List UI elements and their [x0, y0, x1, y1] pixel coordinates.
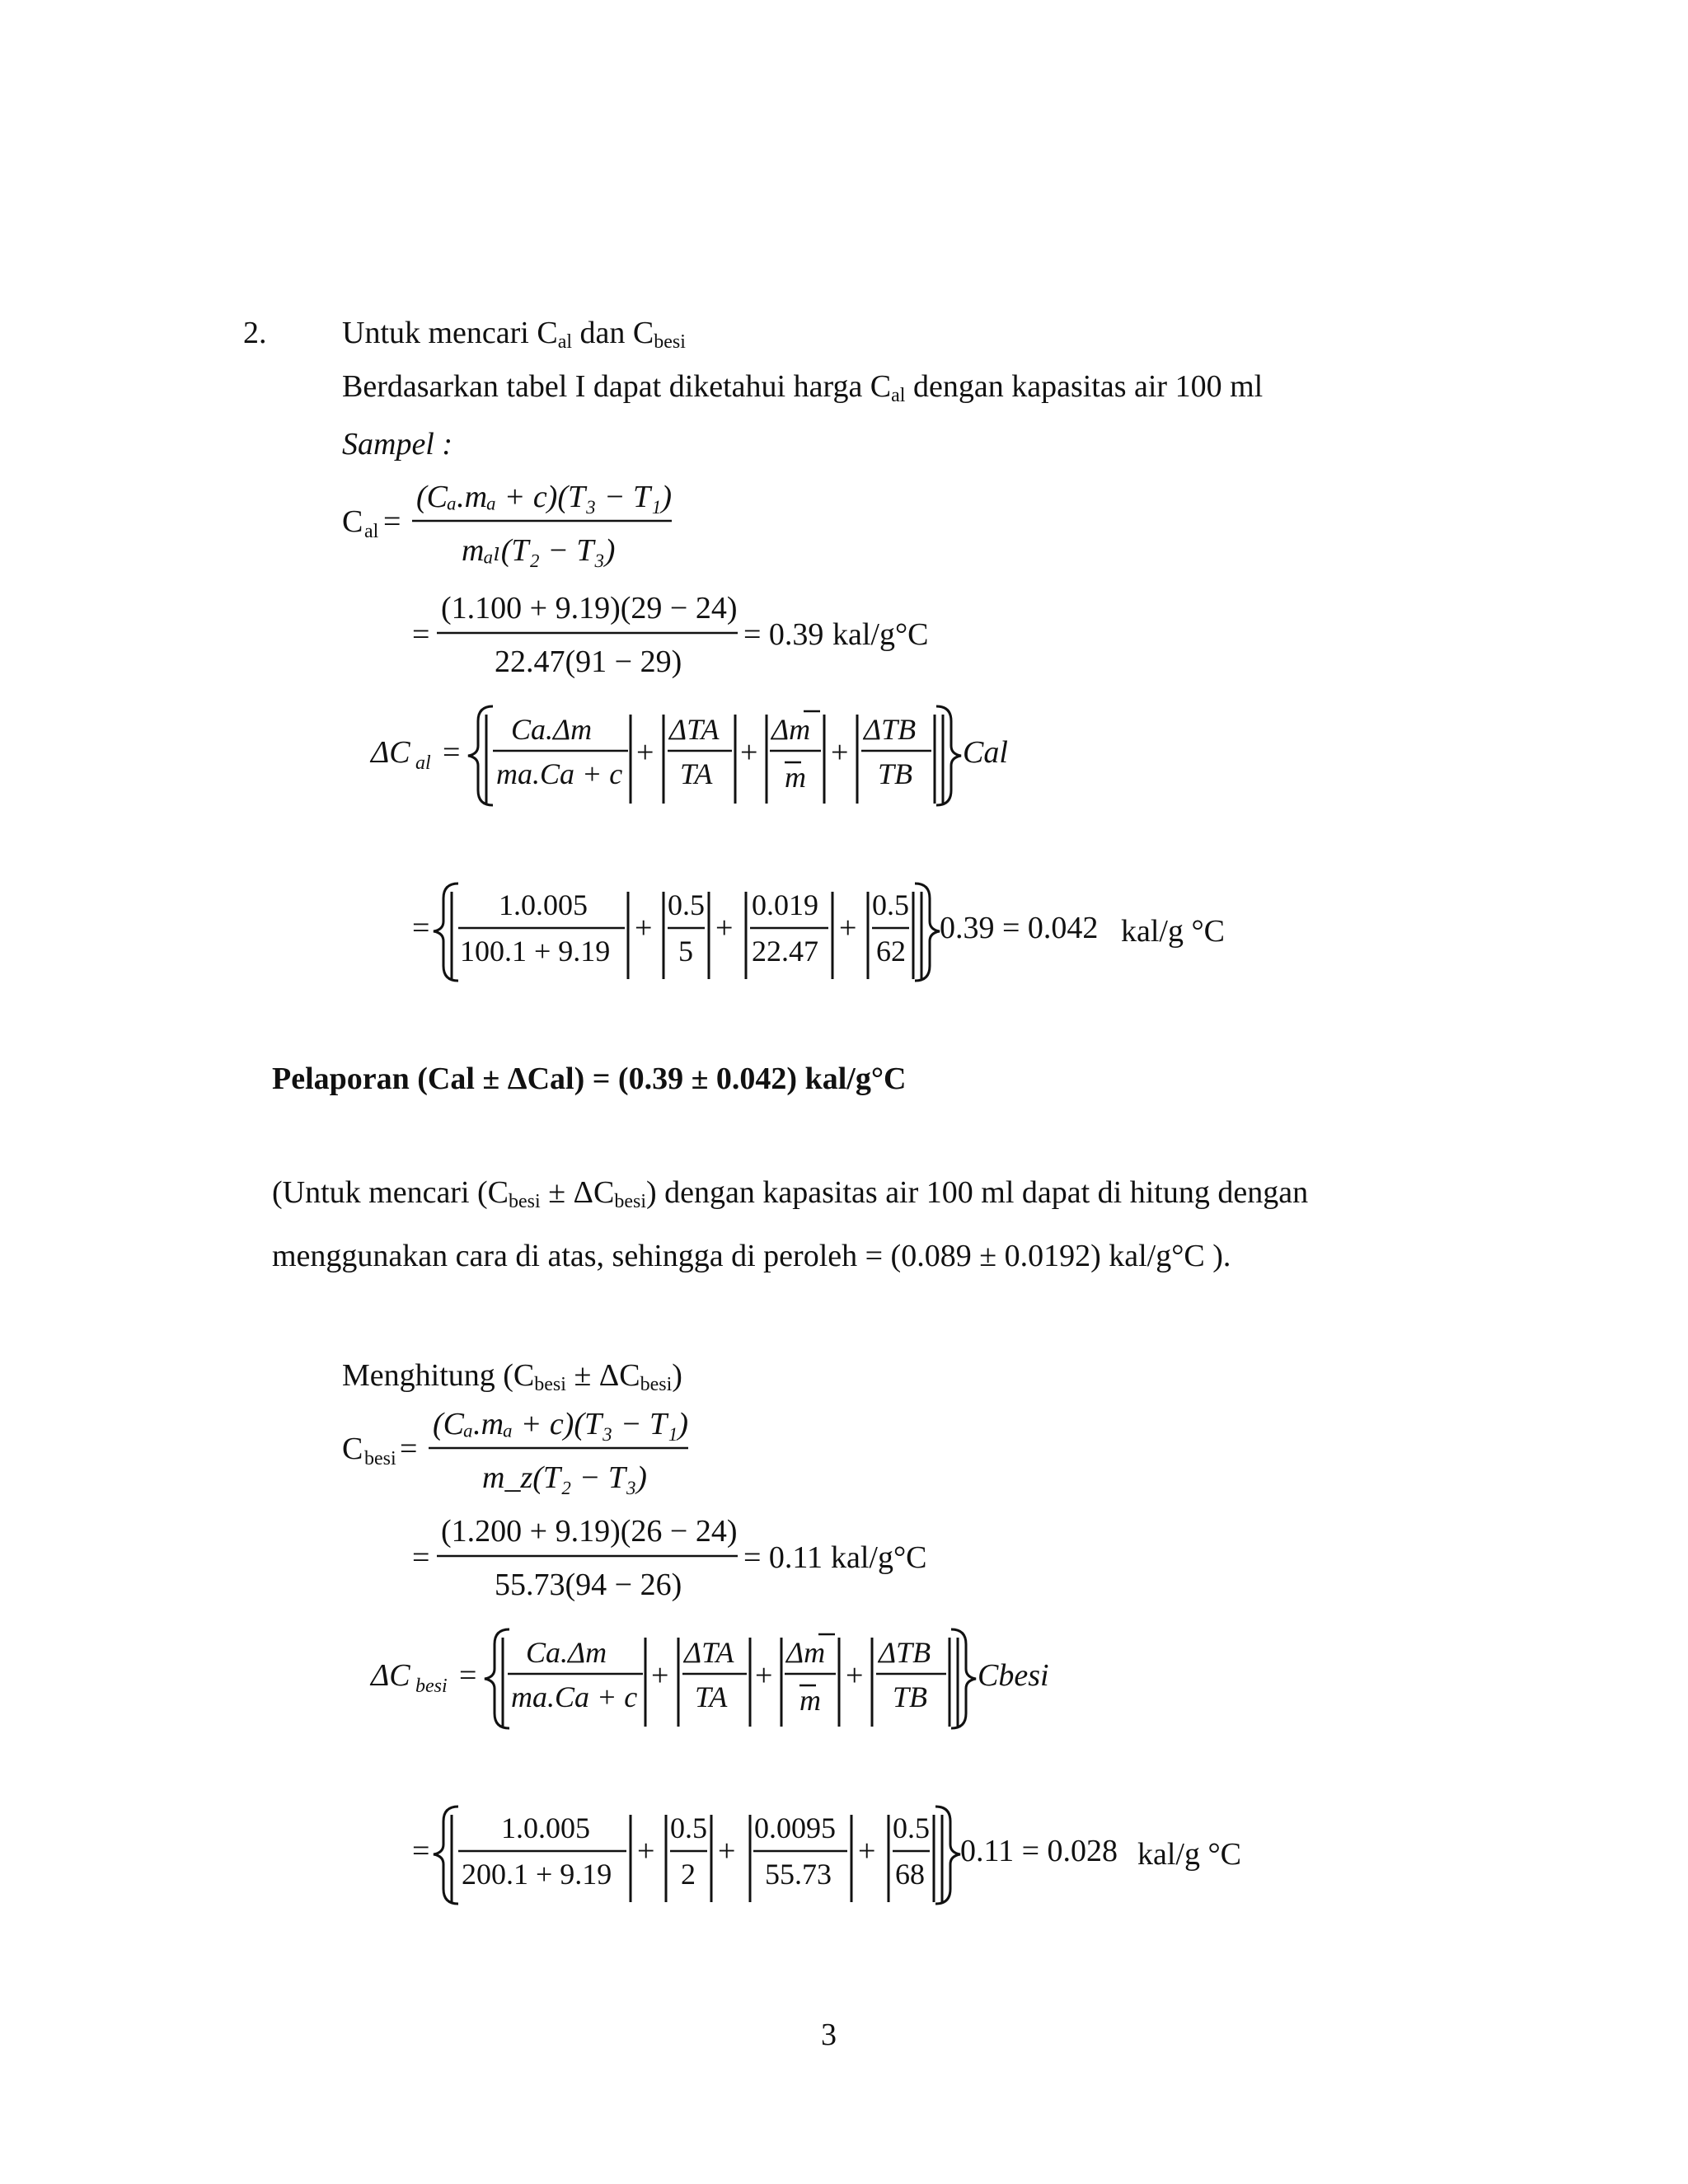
- dbesi-eq: =: [459, 1658, 477, 1693]
- dbesi-t3-num: Δm: [786, 1636, 826, 1669]
- cal-lhs-sub: al: [364, 521, 379, 542]
- cbesi-lhs-sub: besi: [364, 1448, 396, 1469]
- cbesi-denominator: m_z(T₂ − T₃): [482, 1460, 647, 1495]
- svg-text:=: =: [412, 1834, 430, 1868]
- svg-text:+: +: [858, 1834, 876, 1868]
- dbesi-t2-den: TA: [695, 1680, 728, 1713]
- cbesi-numerator: (Cₐ.mₐ + c)(T₃ − T₁): [433, 1407, 688, 1441]
- dbesi-calc-unit: kal/g °C: [1137, 1837, 1242, 1872]
- dbesi-t2-num: ΔTA: [684, 1636, 734, 1669]
- dcal-calc-t3-num: 0.019: [752, 888, 818, 921]
- dcal-right-brace: [936, 706, 961, 805]
- cbesi-calc-unit: kal/g°C: [831, 1540, 927, 1575]
- dcal-calc-t2-den: 5: [678, 935, 693, 968]
- svg-text:+: +: [635, 911, 653, 945]
- dbesi-t1-den: ma.Ca + c: [511, 1680, 638, 1713]
- dbesi-factor: Cbesi: [978, 1658, 1049, 1693]
- section-heading: Untuk mencari $C_{al}$ dan $C_{besi}$: [342, 316, 686, 353]
- dbesi-t3-den: m: [799, 1684, 821, 1717]
- dcal-calc-unit: kal/g °C: [1121, 914, 1226, 949]
- svg-text:+: +: [740, 735, 758, 770]
- dbesi-calc-t3-num: 0.0095: [754, 1811, 836, 1844]
- dbesi-calc-t4-den: 68: [895, 1858, 925, 1891]
- dcal-t2-num: ΔTA: [669, 713, 720, 746]
- dcal-t1-den: ma.Ca + c: [496, 757, 623, 790]
- dbesi-calc-tail: 0.11 = 0.028: [960, 1834, 1118, 1868]
- cal-eq: =: [383, 504, 401, 539]
- dcal-calc-t1-num: 1.0.005: [499, 888, 588, 921]
- dcal-lhs-sub: al: [415, 752, 431, 774]
- dcal-eq: =: [443, 735, 461, 770]
- paragraph-line-2: menggunakan cara di atas, sehingga di peroleh = (0.089 ± 0.0192) kal/g°C ).: [272, 1239, 1231, 1273]
- dbesi-lhs-sub: besi: [415, 1675, 448, 1697]
- dbesi-t4-num: ΔTB: [879, 1636, 931, 1669]
- dbesi-calc-t2-num: 0.5: [670, 1811, 707, 1844]
- cbesi-calc-result: = 0.11: [743, 1540, 823, 1575]
- svg-text:+: +: [651, 1658, 669, 1693]
- dcal-t3-den: m: [785, 761, 806, 794]
- dcal-calc-t4-den: 62: [876, 935, 906, 968]
- dcal-t2-den: TA: [680, 757, 713, 790]
- svg-text:=: =: [412, 911, 430, 945]
- dcal-calc-t4-num: 0.5: [872, 888, 909, 921]
- cbesi-formula: [330, 1393, 725, 1500]
- cal-numerator: (Cₐ.mₐ + c)(T₃ − T₁): [416, 480, 672, 514]
- besi-heading: Menghitung $(C_{besi} \pm \Delta C_{besi})$: [342, 1358, 682, 1395]
- svg-text:+: +: [718, 1834, 736, 1868]
- dcal-t4-num: ΔTB: [864, 713, 917, 746]
- svg-text:+: +: [755, 1658, 773, 1693]
- dcal-calc-t3-den: 22.47: [752, 935, 818, 968]
- delta-cal-formula: [363, 696, 1022, 812]
- cbesi-calc-numerator: (1.200 + 9.19)(26 − 24): [441, 1514, 738, 1549]
- cal-lhs: C: [342, 504, 363, 539]
- svg-text:+: +: [839, 911, 857, 945]
- report-line: Pelaporan (Cal ± ΔCal) = (0.39 ± 0.042) kal/g°C: [272, 1062, 907, 1096]
- cal-calc-unit: kal/g°C: [832, 617, 929, 652]
- dbesi-calc-t1-den: 200.1 + 9.19: [462, 1858, 612, 1891]
- cbesi-eq: =: [400, 1432, 418, 1466]
- cal-calc-result: = 0.39: [743, 617, 824, 652]
- svg-text:+: +: [636, 735, 654, 770]
- cal-calc-denominator: 22.47(91 − 29): [495, 644, 682, 679]
- dcal-t1-num: Ca.Δm: [511, 713, 593, 746]
- svg-text:+: +: [637, 1834, 655, 1868]
- dbesi-lhs: ΔC: [371, 1658, 410, 1693]
- dbesi-t1-num: Ca.Δm: [526, 1636, 607, 1669]
- dcal-calc-t2-num: 0.5: [668, 888, 705, 921]
- svg-text:+: +: [831, 735, 849, 770]
- cbesi-calc-denominator: 55.73(94 − 26): [495, 1568, 682, 1602]
- svg-text:=: =: [412, 1540, 430, 1575]
- dcal-t3-num: Δm: [771, 713, 811, 746]
- intro-line: Berdasarkan tabel I dapat diketahui harga $C_{al}$ dengan kapasitas air 100 ml: [342, 369, 1264, 406]
- delta-besi-calculation: [412, 1797, 1269, 1912]
- dbesi-calc-t3-den: 55.73: [765, 1858, 832, 1891]
- svg-text:=: =: [412, 617, 430, 652]
- cal-calc-numerator: (1.100 + 9.19)(29 − 24): [441, 591, 738, 626]
- dbesi-calc-t2-den: 2: [681, 1858, 696, 1891]
- paragraph-line-1: (Untuk mencari $(C_{besi} \pm \Delta C_{besi})$ dengan kapasitas air 100 ml dapat di hitung dengan: [272, 1175, 1309, 1212]
- dbesi-calc-t1-num: 1.0.005: [501, 1811, 590, 1844]
- cal-calculation: [412, 577, 989, 684]
- sample-label: Sampel :: [342, 427, 453, 462]
- delta-besi-formula: [363, 1619, 1071, 1735]
- dcal-left-brace: [468, 706, 493, 805]
- cal-denominator: mₐₗ(T₂ − T₃): [462, 533, 616, 568]
- section-number: 2.: [243, 316, 267, 350]
- cbesi-lhs: C: [342, 1432, 363, 1466]
- dcal-lhs: ΔC: [371, 735, 410, 770]
- dcal-factor: Cal: [963, 735, 1008, 770]
- dcal-calc-tail: 0.39 = 0.042: [940, 911, 1099, 945]
- dbesi-t4-den: TB: [893, 1680, 928, 1713]
- svg-text:+: +: [715, 911, 734, 945]
- delta-cal-calculation: [412, 874, 1253, 989]
- dbesi-calc-t4-num: 0.5: [893, 1811, 930, 1844]
- svg-text:+: +: [846, 1658, 864, 1693]
- page-number: 3: [821, 2018, 837, 2052]
- dcal-calc-t1-den: 100.1 + 9.19: [460, 935, 611, 968]
- cbesi-calculation: [412, 1500, 989, 1607]
- dcal-t4-den: TB: [878, 757, 913, 790]
- cal-formula: [330, 470, 709, 577]
